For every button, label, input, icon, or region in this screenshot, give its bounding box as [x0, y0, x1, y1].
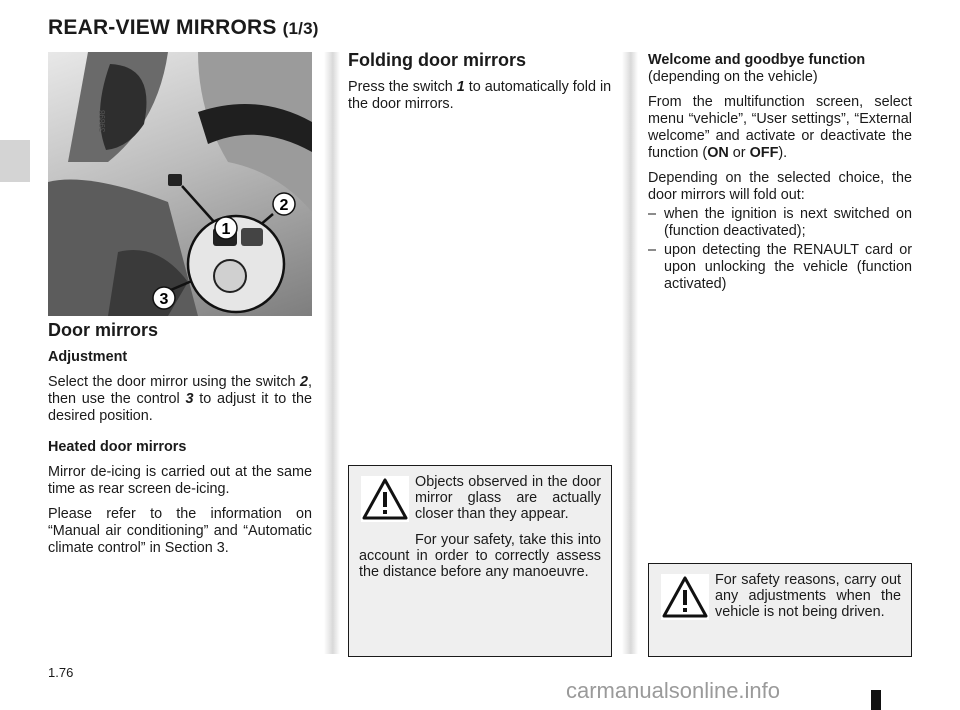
folding-warning-box — [348, 465, 612, 657]
callout-3: 3 — [159, 291, 169, 308]
text-run: to automatically fold in the door mirrors. — [348, 79, 612, 112]
folding-section — [348, 52, 612, 121]
warning-triangle-icon — [361, 476, 409, 522]
text-run: , then use the control — [48, 374, 312, 407]
adjustment-text — [48, 374, 312, 425]
adjustment-heading: Adjustment — [48, 349, 128, 365]
heated-mirrors-heading: Heated door mirrors — [48, 439, 187, 455]
bullet-dash: – — [648, 242, 657, 258]
list-item — [648, 206, 912, 240]
welcome-subheading: (depending on the vehicle) — [648, 69, 818, 85]
folding-warning-p1: Objects observed in the door mirror glass are actually closer than they appear. — [415, 474, 601, 522]
bullet-text: when the ignition is next switched on (function deactivated); — [664, 206, 912, 239]
welcome-section — [648, 52, 912, 295]
column-divider-right — [622, 52, 638, 654]
callout-2: 2 — [279, 197, 289, 214]
page-title-text: REAR-VIEW MIRRORS — [48, 16, 277, 39]
welcome-text-1 — [648, 94, 912, 162]
welcome-heading: Welcome and goodbye function — [648, 52, 866, 68]
mirror-control-photo — [48, 52, 312, 316]
section-tab — [0, 140, 30, 182]
text-run: or — [728, 145, 750, 161]
page-number: 1.76 — [48, 665, 74, 680]
column-divider-left — [324, 52, 340, 654]
control-panel-small — [168, 174, 182, 186]
door-mirrors-heading: Door mirrors — [48, 320, 159, 340]
folding-heading: Folding door mirrors — [348, 50, 526, 70]
safety-warning-text: For safety reasons, carry out any adjustments when the vehicle is not being driven. — [715, 572, 901, 620]
door-panel-illustration — [48, 52, 312, 316]
refer-text: Please refer to the information on “Manual air conditioning” and “Automatic climate control” in Section 3. — [48, 506, 312, 556]
control-3-graphic — [214, 260, 246, 292]
figure-ref-code: 39898 — [98, 110, 107, 133]
text-run: 3 — [185, 391, 194, 407]
text-run: OFF — [749, 145, 779, 161]
door-mirrors-section — [48, 322, 312, 565]
callout-1: 1 — [221, 221, 231, 238]
switch-2-graphic — [241, 228, 263, 246]
warning-triangle-icon — [661, 574, 709, 620]
page-title — [48, 16, 319, 40]
page-title-suffix: (1/3) — [282, 19, 319, 38]
text-run: 2 — [299, 374, 308, 390]
text-run: 1 — [456, 79, 465, 95]
text-run: to adjust it to the desired position. — [48, 391, 312, 424]
watermark: carmanualsonline.info — [566, 678, 781, 703]
text-run: Press the switch — [348, 79, 457, 95]
text-run: Select the door mirror using the switch — [48, 374, 300, 390]
folding-warning-p2: For your safety, take this into account in order to correctly assess the distance before any manoeuvre. — [359, 532, 601, 580]
text-run: From the multifunction screen, select menu “vehicle”, “User settings”, “External welcome” and activate or deactivate the function ( — [648, 94, 912, 161]
welcome-bullet-list — [648, 206, 912, 293]
folding-text — [348, 79, 612, 113]
bullet-text: upon detecting the RENAULT card or upon unlocking the vehicle (function activated) — [664, 242, 912, 292]
welcome-text-2: Depending on the selected choice, the door mirrors will fold out: — [648, 170, 912, 203]
text-run: ON — [707, 145, 729, 161]
bullet-dash: – — [648, 206, 657, 222]
text-run: ). — [778, 145, 788, 161]
heated-mirrors-text: Mirror de-icing is carried out at the same time as rear screen de-icing. — [48, 464, 312, 497]
safety-warning-box — [648, 563, 912, 657]
list-item — [648, 242, 912, 293]
corner-mark — [871, 690, 881, 710]
